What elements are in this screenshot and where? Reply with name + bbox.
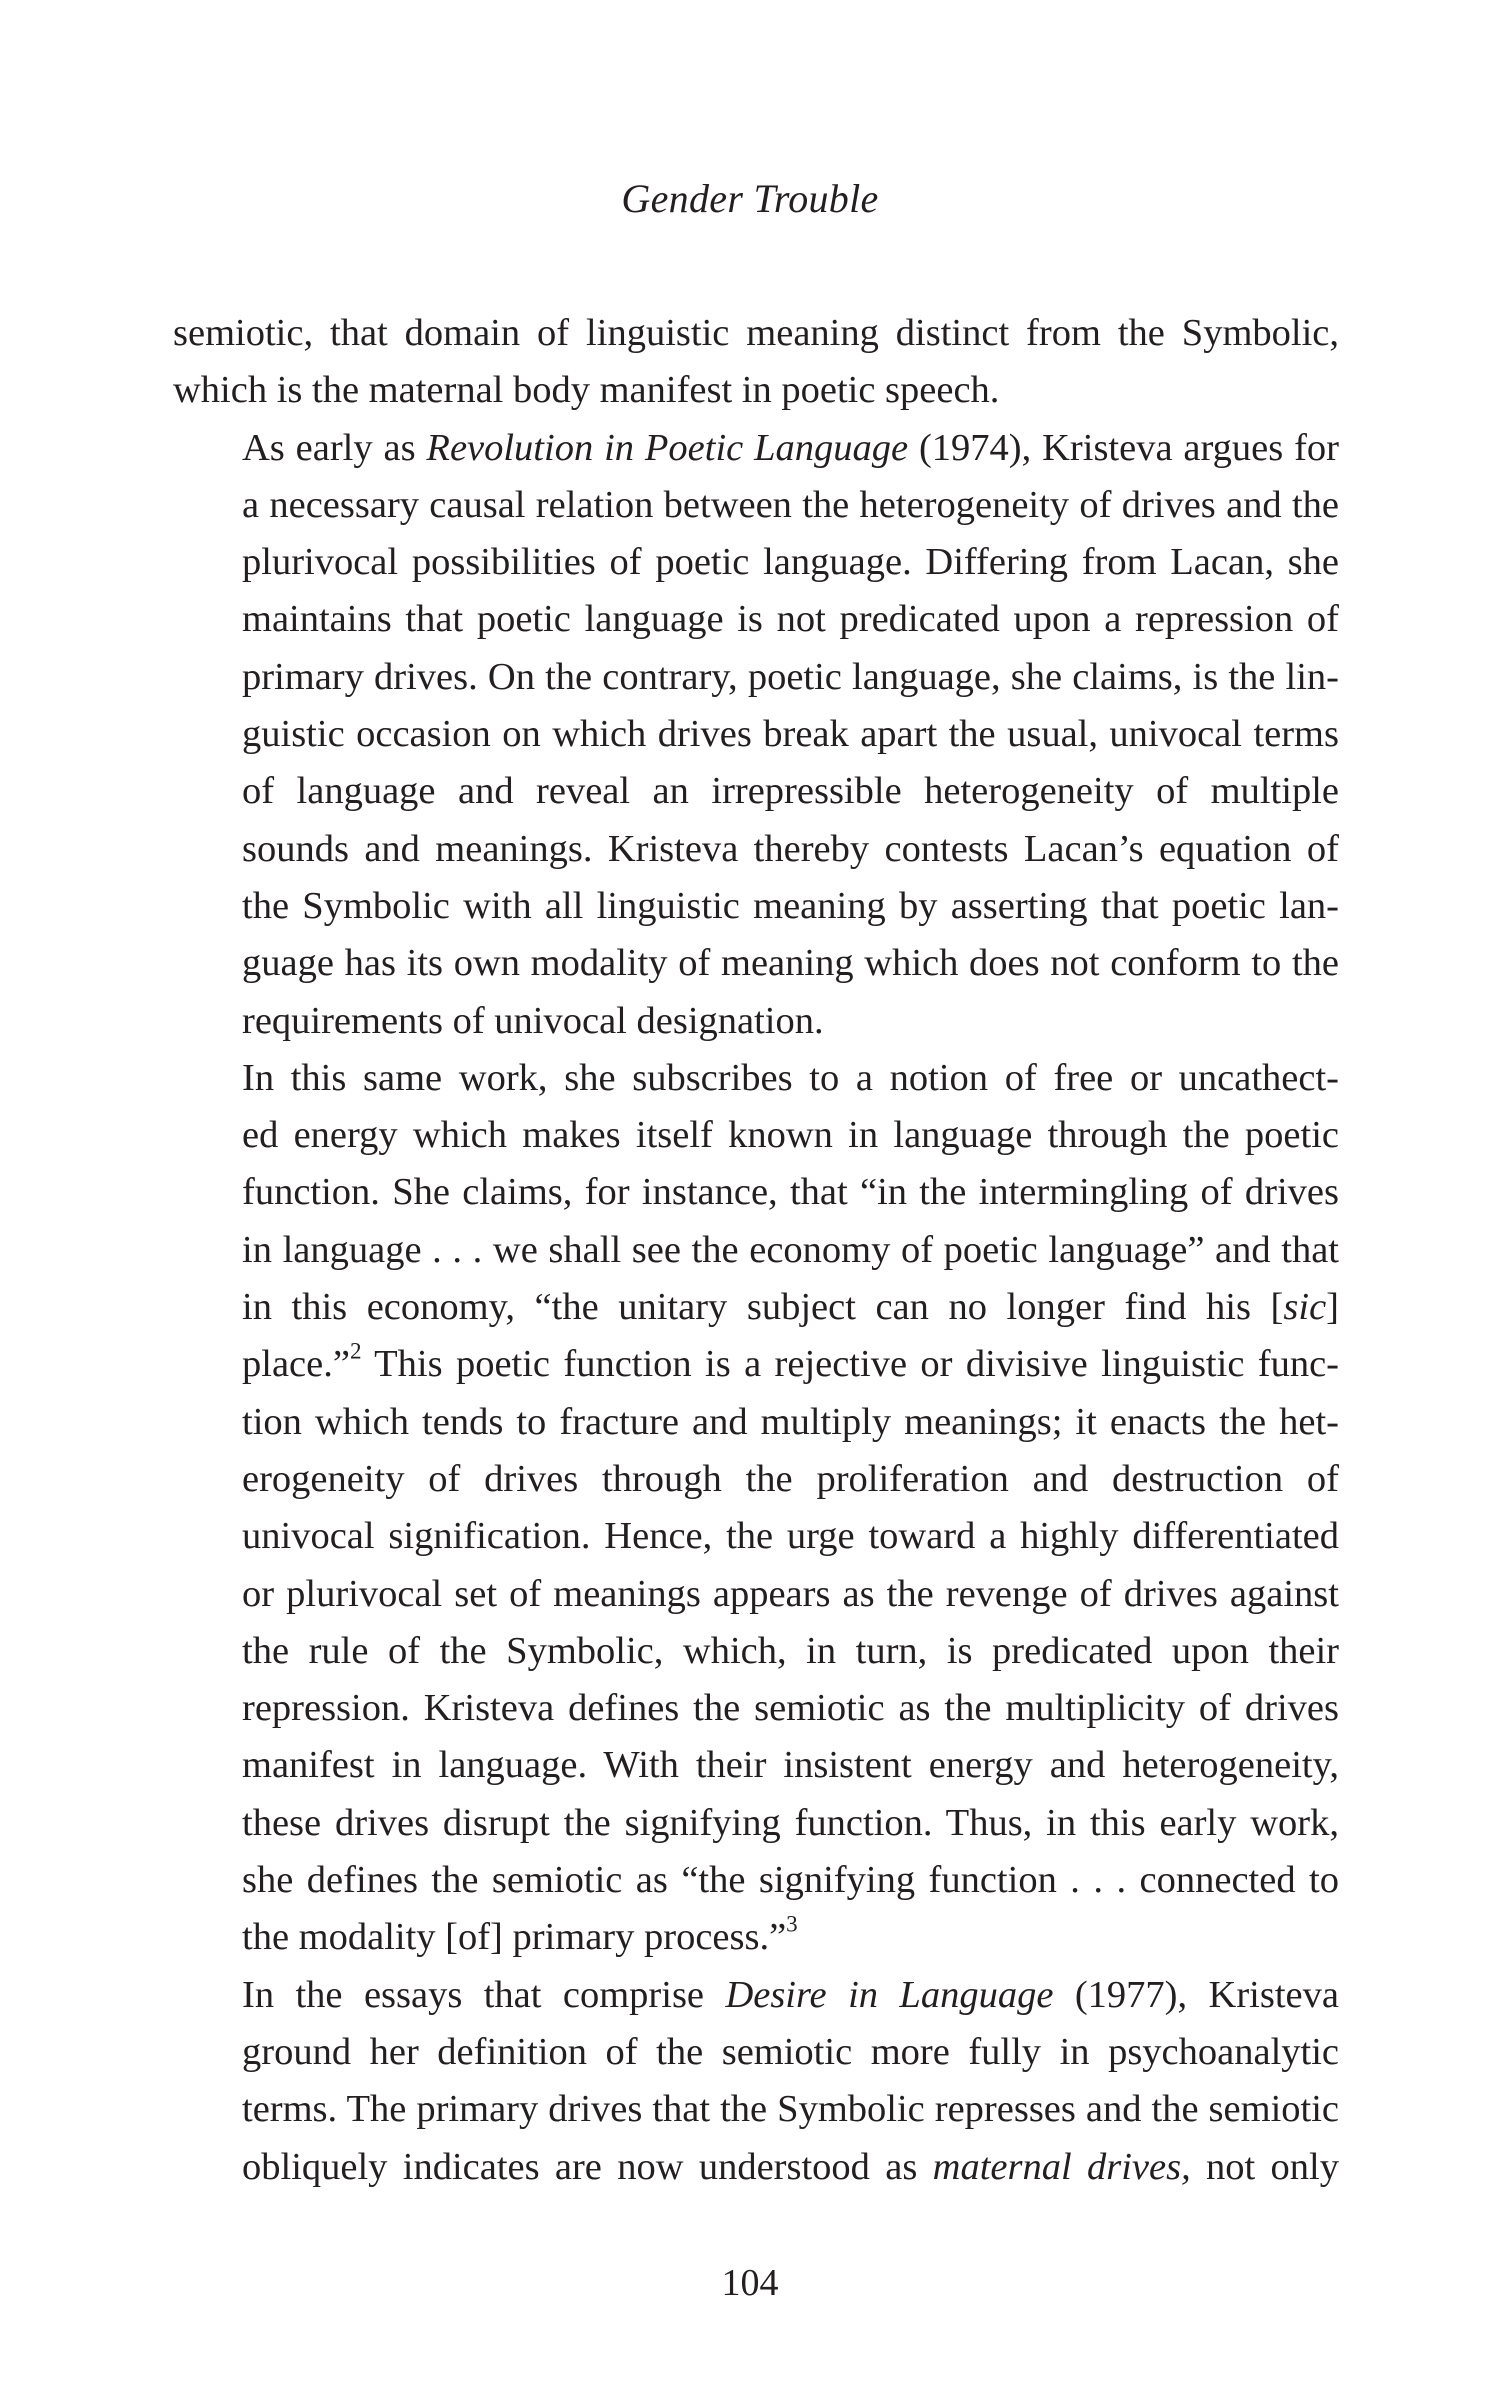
- text-line: manifest in language. With their insistent energy and heterogeneity,: [242, 1744, 1339, 1787]
- paragraph: [173, 1050, 1339, 1967]
- running-head: Gender Trouble: [621, 176, 879, 221]
- text-line: in this economy, “the unitary subject can no longer find his [sic]: [242, 1286, 1339, 1329]
- text-line: function. She claims, for instance, that “in the intermingling of drives: [242, 1171, 1339, 1214]
- text-line: which is the maternal body manifest in poetic speech.: [173, 369, 1000, 412]
- text-line: erogeneity of drives through the proliferation and destruction of: [242, 1457, 1339, 1500]
- text-line: she defines the semiotic as “the signifying function . . . connected to: [242, 1859, 1339, 1902]
- text-line: of language and reveal an irrepressible heterogeneity of multiple: [242, 770, 1339, 813]
- text-line: these drives disrupt the signifying function. Thus, in this early work,: [242, 1801, 1339, 1844]
- text-line: the Symbolic with all linguistic meaning by asserting that poetic lan-: [242, 884, 1339, 927]
- text-line: ed energy which makes itself known in language through the poetic: [242, 1114, 1339, 1157]
- italic-text: Revolution in Poetic Language: [426, 426, 909, 469]
- text-line: place.”$^2$ This poetic function is a rejective or divisive linguistic func-: [242, 1338, 1339, 1386]
- text-line: sounds and meanings. Kristeva thereby contests Lacan’s equation of: [242, 827, 1339, 870]
- italic-text: maternal drives,: [932, 2145, 1191, 2188]
- text-line: the rule of the Symbolic, which, in turn, is predicated upon their: [242, 1629, 1339, 1672]
- text-line: As early as Revolution in Poetic Language (1974), Kristeva argues for: [242, 426, 1339, 469]
- footnote-marker: 3: [786, 1911, 798, 1937]
- text-line: maintains that poetic language is not predicated upon a repression of: [242, 598, 1339, 641]
- footnote-marker: 2: [349, 1338, 362, 1365]
- page-number: 104: [721, 2262, 779, 2304]
- paragraph: [173, 305, 1339, 420]
- text-line: In this same work, she subscribes to a notion of free or uncathect-: [242, 1056, 1339, 1099]
- text-line: repression. Kristeva defines the semiotic as the multiplicity of drives: [242, 1687, 1339, 1730]
- text-line: a necessary causal relation between the heterogeneity of drives and the: [242, 483, 1339, 526]
- paragraph: [173, 1967, 1339, 2196]
- text-line: ground her definition of the semiotic more fully in psychoanalytic: [242, 2030, 1339, 2073]
- text-line: primary drives. On the contrary, poetic language, she claims, is the lin-: [242, 655, 1339, 698]
- text-line: univocal signification. Hence, the urge toward a highly differentiated: [242, 1515, 1339, 1558]
- text-line: In the essays that comprise Desire in Language (1977), Kristeva: [242, 1973, 1339, 2016]
- text-line: or plurivocal set of meanings appears as the revenge of drives against: [242, 1572, 1339, 1615]
- body-text: [173, 305, 1339, 2196]
- text-line: semiotic, that domain of linguistic meaning distinct from the Symbolic,: [173, 312, 1339, 354]
- italic-text: sic: [1283, 1286, 1327, 1329]
- paragraph: [173, 420, 1339, 1050]
- text-line: requirements of univocal designation.: [242, 999, 824, 1042]
- text-line: terms. The primary drives that the Symbolic represses and the semiotic: [242, 2088, 1339, 2131]
- italic-text: Desire in Language: [725, 1973, 1054, 2016]
- text-line: the modality [of] primary process.”$^3$: [242, 1911, 798, 1959]
- text-line: guistic occasion on which drives break apart the usual, univocal terms: [242, 713, 1339, 756]
- text-line: tion which tends to fracture and multiply meanings; it enacts the het-: [242, 1400, 1339, 1443]
- text-line: plurivocal possibilities of poetic language. Differing from Lacan, she: [242, 541, 1339, 584]
- text-line: in language . . . we shall see the economy of poetic language” and that: [242, 1228, 1339, 1271]
- text-line: obliquely indicates are now understood as maternal drives, not only: [242, 2145, 1339, 2188]
- text-line: guage has its own modality of meaning which does not conform to the: [242, 942, 1339, 985]
